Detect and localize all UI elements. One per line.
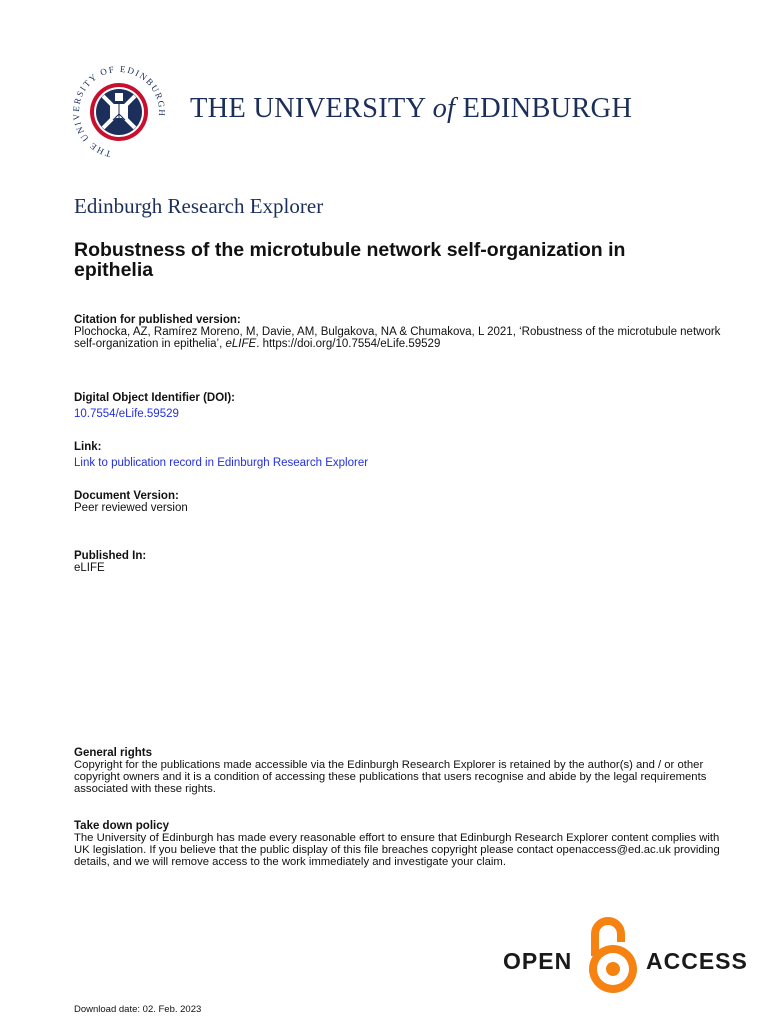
open-access-logo (500, 912, 750, 1000)
document-version-value: Peer reviewed version (74, 502, 188, 514)
doi-label: Digital Object Identifier (DOI): (74, 392, 236, 404)
open-lock-icon (589, 921, 637, 993)
university-name-post: EDINBURGH (455, 93, 633, 124)
open-access-logo-open-text: OPEN (503, 948, 573, 974)
open-access-logo-access-text: ACCESS (646, 948, 748, 974)
document-version-section (74, 490, 188, 514)
general-rights-text: Copyright for the publications made accessible via the Edinburgh Research Explorer is retained by the author(s) and / or other copyright owners and it is a condition of accessing these publications that users recognise and abide by the legal requirements associated with these rights. (74, 759, 707, 796)
take-down-section (74, 820, 724, 869)
citation-text-main: Plochocka, AZ, Ramírez Moreno, M, Davie, AM, Bulgakova, NA & Chumakova, L 2021, ‘Robustness of the microtubule network self-organization in epithelia’, (74, 326, 721, 350)
repository-title: Edinburgh Research Explorer (74, 194, 324, 218)
take-down-label: Take down policy (74, 820, 169, 832)
university-crest-logo (64, 64, 174, 164)
university-name (190, 93, 632, 125)
link-section (74, 441, 368, 471)
university-name-pre: THE UNIVERSITY (190, 93, 433, 124)
citation-label: Citation for published version: (74, 314, 241, 326)
link-label: Link: (74, 441, 102, 453)
doi-section (74, 392, 235, 422)
university-name-of: of (432, 93, 456, 124)
published-in-value: eLIFE (74, 562, 105, 574)
general-rights-section (74, 747, 724, 796)
document-version-label: Document Version: (74, 490, 179, 502)
published-in-section (74, 550, 146, 574)
publication-record-link[interactable]: Link to publication record in Edinburgh Research Explorer (74, 457, 369, 469)
citation-section (74, 314, 734, 350)
published-in-label: Published In: (74, 550, 147, 562)
citation-doi-url: . https://doi.org/10.7554/eLife.59529 (256, 338, 441, 350)
paper-title: Robustness of the microtubule network self-organization in epithelia (74, 239, 626, 281)
general-rights-label: General rights (74, 747, 152, 759)
take-down-text: The University of Edinburgh has made every reasonable effort to ensure that Edinburgh Research Explorer content complies with UK legislation. If you believe that the public display of this file breaches copyright please contact openaccess@ed.ac.uk providing details, and we will remove access to the work immediately and investigate your claim. (74, 832, 720, 869)
citation-text (74, 326, 734, 350)
crest-ring-text: THE UNIVERSITY OF EDINBURGH (70, 64, 168, 160)
citation-journal: eLIFE (225, 338, 257, 350)
doi-link[interactable]: 10.7554/eLife.59529 (74, 408, 179, 420)
download-date: Download date: 02. Feb. 2023 (74, 1004, 202, 1015)
